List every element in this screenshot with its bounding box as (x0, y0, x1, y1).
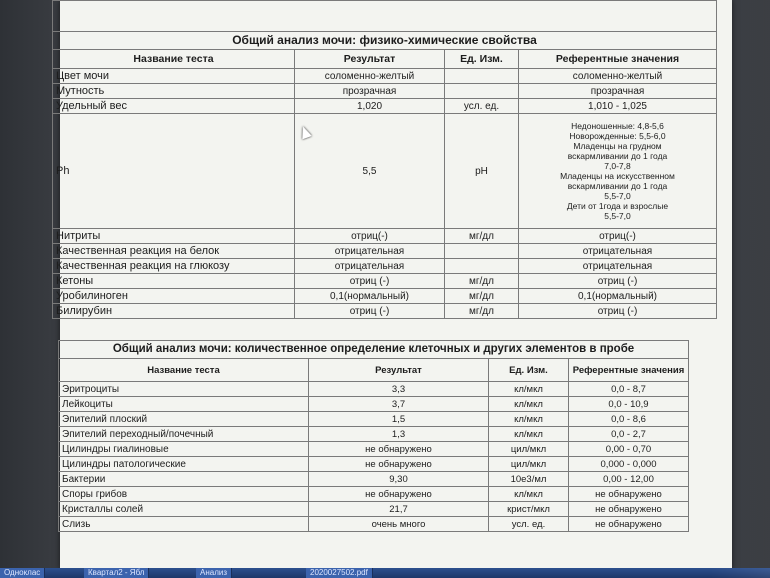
screen (56, 0, 732, 570)
test-reference: 0,000 - 0,000 (569, 457, 689, 472)
header-unit: Ед. Изм. (489, 359, 569, 382)
test-reference: 0,1(нормальный) (519, 289, 717, 304)
test-result: 0,1(нормальный) (295, 289, 445, 304)
test-result: не обнаружено (309, 457, 489, 472)
test-result: не обнаружено (309, 487, 489, 502)
test-name: Билирубин (53, 304, 295, 319)
header-test-name: Название теста (59, 359, 309, 382)
test-reference: отрицательная (519, 259, 717, 274)
header-test-name: Название теста (53, 50, 295, 69)
test-name: Цилиндры гиалиновые (59, 442, 309, 457)
test-unit: 10e3/мл (489, 472, 569, 487)
test-reference: не обнаружено (569, 517, 689, 532)
taskbar-item[interactable]: Квартал2 - Ябл (84, 568, 149, 578)
test-unit: мг/дл (445, 289, 519, 304)
test-result: отрицательная (295, 259, 445, 274)
test-result: 9,30 (309, 472, 489, 487)
taskbar (0, 568, 770, 578)
test-unit: pH (445, 114, 519, 229)
physchem-table-wrap (52, 0, 716, 319)
cells-table (58, 340, 689, 532)
table-row (59, 442, 689, 457)
header-result: Результат (309, 359, 489, 382)
test-name: Лейкоциты (59, 397, 309, 412)
table-row (59, 487, 689, 502)
taskbar-item[interactable]: Одноклас (0, 568, 45, 578)
test-unit: кл/мкл (489, 382, 569, 397)
test-unit: крист/мкл (489, 502, 569, 517)
test-name: Слизь (59, 517, 309, 532)
test-result: 5,5 (295, 114, 445, 229)
header-reference: Референтные значения (519, 50, 717, 69)
test-unit: цил/мкл (489, 457, 569, 472)
test-result: 21,7 (309, 502, 489, 517)
ph-ref-line: Новорожденные: 5,5-6,0 (569, 131, 666, 141)
table-row (53, 259, 717, 274)
ph-ref-line: Младенцы на грудном (573, 141, 662, 151)
test-reference: прозрачная (519, 84, 717, 99)
test-name: Мутность (53, 84, 295, 99)
test-unit: мг/дл (445, 304, 519, 319)
test-name: Уробилиноген (53, 289, 295, 304)
test-reference: не обнаружено (569, 502, 689, 517)
test-result: 1,5 (309, 412, 489, 427)
table-row (59, 472, 689, 487)
table-row (59, 517, 689, 532)
ph-reference (519, 114, 717, 229)
table-row (53, 289, 717, 304)
test-unit: кл/мкл (489, 397, 569, 412)
test-name: Эритроциты (59, 382, 309, 397)
table-row (53, 99, 717, 114)
test-result: очень много (309, 517, 489, 532)
test-reference: отриц (-) (519, 274, 717, 289)
test-reference: 1,010 - 1,025 (519, 99, 717, 114)
test-name: Удельный вес (53, 99, 295, 114)
header-result: Результат (295, 50, 445, 69)
table-row (53, 84, 717, 99)
cells-title-row (59, 341, 689, 359)
test-reference: 0,00 - 12,00 (569, 472, 689, 487)
test-name: Бактерии (59, 472, 309, 487)
test-unit: цил/мкл (489, 442, 569, 457)
test-name: Эпителий переходный/почечный (59, 427, 309, 442)
ph-ref-line: 5,5-7,0 (604, 191, 631, 201)
test-name: Нитриты (53, 229, 295, 244)
physchem-header-row (53, 50, 717, 69)
table-row (53, 304, 717, 319)
ph-ref-line: вскармливании до 1 года (567, 181, 668, 191)
test-unit (445, 69, 519, 84)
test-unit: мг/дл (445, 274, 519, 289)
test-result: не обнаружено (309, 442, 489, 457)
test-reference: отрицательная (519, 244, 717, 259)
table-row (59, 412, 689, 427)
test-result: отриц (-) (295, 304, 445, 319)
test-reference: отриц (-) (519, 304, 717, 319)
physchem-table (52, 0, 717, 319)
test-name: Кристаллы солей (59, 502, 309, 517)
table-row (59, 397, 689, 412)
cells-title: Общий анализ мочи: количественное определение клеточных и других элементов в пробе (59, 341, 689, 359)
test-result: отриц (-) (295, 274, 445, 289)
test-unit: кл/мкл (489, 412, 569, 427)
test-reference: не обнаружено (569, 487, 689, 502)
test-reference: 0,0 - 10,9 (569, 397, 689, 412)
table-row (59, 382, 689, 397)
ph-ref-line: вскармливании до 1 года (567, 151, 668, 161)
ph-ref-line: Младенцы на искусственном (560, 171, 675, 181)
ph-ref-line: 5,5-7,0 (604, 211, 631, 221)
test-result: 1,020 (295, 99, 445, 114)
test-unit: кл/мкл (489, 427, 569, 442)
test-result: соломенно-желтый (295, 69, 445, 84)
table-row (59, 457, 689, 472)
table-row-ph (53, 114, 717, 229)
test-reference: соломенно-желтый (519, 69, 717, 84)
table-row (53, 274, 717, 289)
table-row (53, 229, 717, 244)
table-row (53, 244, 717, 259)
ph-ref-line: Дети от 1года и взрослые (566, 201, 669, 211)
taskbar-item[interactable]: 2020027502.pdf (306, 568, 373, 578)
header-reference: Референтные значения (569, 359, 689, 382)
test-name: Качественная реакция на белок (53, 244, 295, 259)
table-row (59, 427, 689, 442)
ph-ref-line: Недоношенные: 4,8-5,6 (571, 121, 664, 131)
cells-header-row (59, 359, 689, 382)
test-unit: мг/дл (445, 229, 519, 244)
table-row (59, 502, 689, 517)
physchem-title-row (53, 32, 717, 50)
taskbar-item[interactable]: Анализ (196, 568, 232, 578)
test-result: прозрачная (295, 84, 445, 99)
test-name: Споры грибов (59, 487, 309, 502)
ph-ref-line: 7,0-7,8 (604, 161, 631, 171)
table-row (53, 69, 717, 84)
physchem-title: Общий анализ мочи: физико-химические свойства (53, 32, 717, 50)
test-name: Ph (53, 114, 295, 229)
test-result: отрицательная (295, 244, 445, 259)
test-reference: 0,0 - 2,7 (569, 427, 689, 442)
test-unit (445, 244, 519, 259)
test-result: 3,3 (309, 382, 489, 397)
test-name: Цилиндры патологические (59, 457, 309, 472)
test-name: Кетоны (53, 274, 295, 289)
test-reference: 0,0 - 8,6 (569, 412, 689, 427)
top-spacer-row (53, 1, 717, 32)
test-unit: кл/мкл (489, 487, 569, 502)
test-reference: отриц(-) (519, 229, 717, 244)
test-reference: 0,0 - 8,7 (569, 382, 689, 397)
test-name: Качественная реакция на глюкозу (53, 259, 295, 274)
test-name: Цвет мочи (53, 69, 295, 84)
test-result: отриц(-) (295, 229, 445, 244)
test-unit (445, 259, 519, 274)
test-name: Эпителий плоский (59, 412, 309, 427)
test-unit (445, 84, 519, 99)
test-unit: усл. ед. (489, 517, 569, 532)
test-unit: усл. ед. (445, 99, 519, 114)
test-result: 3,7 (309, 397, 489, 412)
test-result: 1,3 (309, 427, 489, 442)
test-reference: 0,00 - 0,70 (569, 442, 689, 457)
header-unit: Ед. Изм. (445, 50, 519, 69)
cells-table-wrap (58, 340, 688, 532)
